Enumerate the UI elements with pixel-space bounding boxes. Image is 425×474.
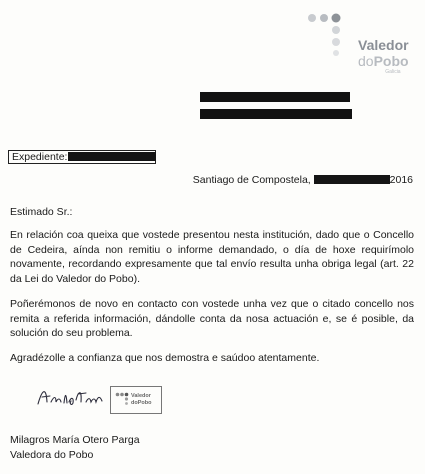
valedor-logo-text	[358, 37, 409, 75]
redacted-expediente-number	[68, 152, 156, 161]
place-year: 2016	[389, 174, 413, 186]
signer-title: Valedora do Pobo	[10, 449, 94, 461]
valedor-logo-dots	[306, 12, 350, 56]
redacted-address-line2	[200, 109, 352, 119]
place-city: Santiago de Compostela,	[192, 174, 311, 186]
logo-line3: Galicia	[385, 69, 401, 75]
closing-line: Agradézolle a confianza que nos demostra e saúdoo atentamente.	[10, 352, 320, 364]
place-date	[193, 174, 413, 186]
expediente-label: Expediente:	[12, 151, 68, 163]
valedor-stamp	[110, 386, 162, 414]
stamp-logo-dots	[115, 392, 129, 408]
expediente-box	[8, 150, 156, 164]
redacted-address-line1	[200, 92, 350, 102]
redacted-date	[314, 175, 390, 184]
paragraph-2: Poñerémonos de novo en contacto con vostede unha vez que o citado concello nos remita a referida información, dándolle conta da nosa actuación e, se é posible, da solución do seu problema.	[10, 298, 414, 339]
stamp-text: Valedor doPobo	[131, 393, 152, 406]
logo-line1: Valedor	[358, 37, 409, 53]
paragraph-1: En relación coa queixa que vostede presentou nesta institución, dado que o Concello de Cedeira, aínda non remitiu o informe demandado, o día de hoxe requirímolo novamente, recordando expresamente que tal envío resulta unha obriga legal (art. 22 da Lei do Valedor do Pobo).	[10, 229, 414, 285]
logo-line2: doPobo	[358, 53, 409, 69]
greeting: Estimado Sr.:	[10, 206, 73, 218]
handwritten-signature	[34, 382, 110, 412]
signer-name: Milagros María Otero Parga	[10, 434, 140, 446]
signer-block	[10, 433, 140, 463]
